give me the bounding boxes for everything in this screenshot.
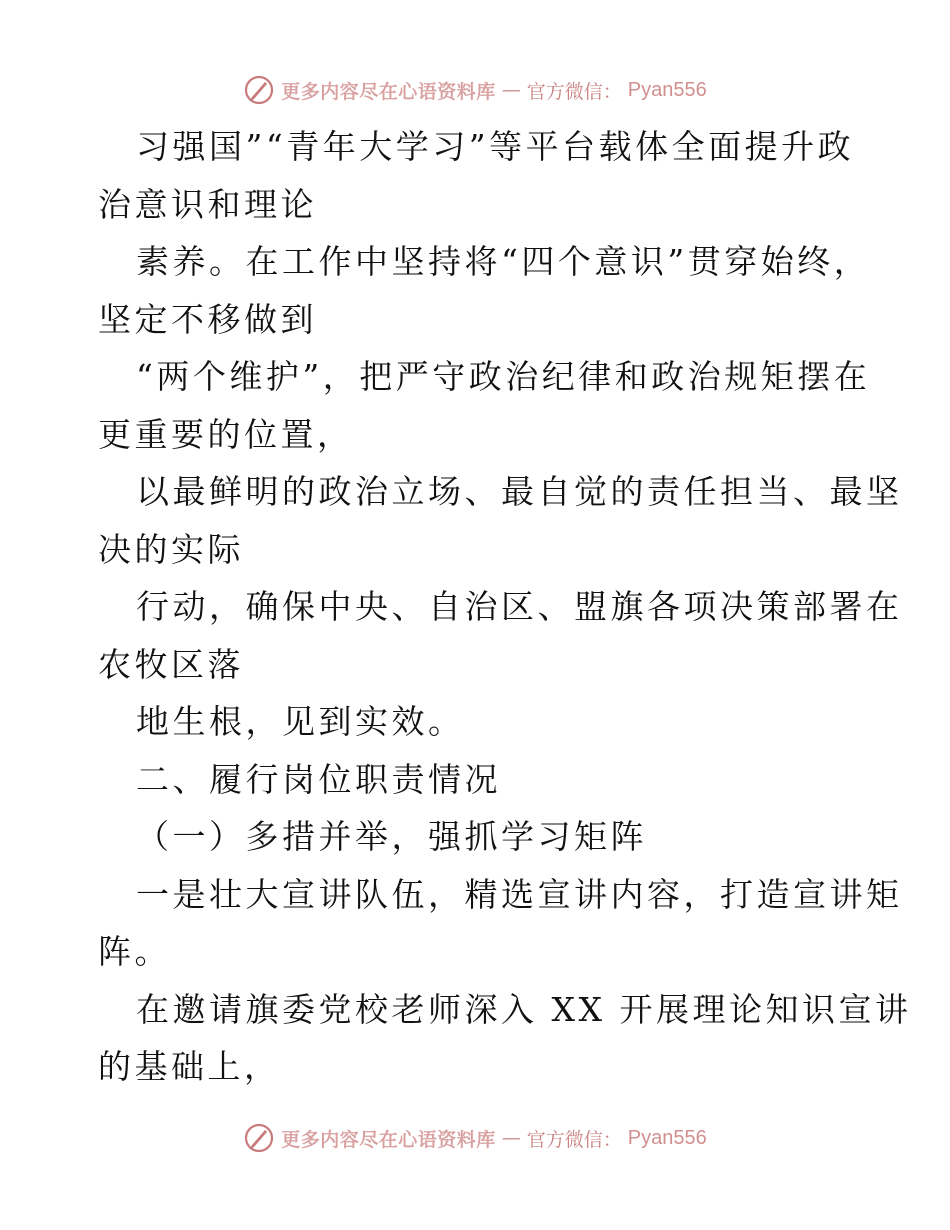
text-line: 坚定不移做到 bbox=[98, 299, 317, 339]
banner-main-text: 更多内容尽在心语资料库 bbox=[281, 80, 496, 103]
text-line: 地生根，见到实效。 bbox=[136, 702, 465, 741]
banner-separator: — bbox=[501, 1127, 521, 1149]
banner-wechat-label: 官方微信： bbox=[526, 80, 622, 103]
banner-wechat-label: 官方微信： bbox=[526, 1128, 622, 1151]
quill-pen-logo-icon bbox=[243, 1122, 275, 1154]
footer-watermark-banner bbox=[0, 1118, 950, 1158]
text-line: 行动，确保中央、自治区、盟旗各项决策部署在 bbox=[136, 587, 903, 626]
banner-wechat-id: Pyan556 bbox=[627, 78, 707, 101]
text-line: 在邀请旗委党校老师深入 XX 开展理论知识宣讲 bbox=[136, 989, 912, 1029]
banner-separator: — bbox=[501, 79, 521, 101]
banner-main-text: 更多内容尽在心语资料库 bbox=[281, 1128, 496, 1151]
text-line: 习强国”“青年大学习”等平台载体全面提升政 bbox=[136, 127, 855, 166]
quill-pen-logo-icon bbox=[243, 74, 275, 106]
document-body bbox=[98, 118, 912, 1096]
text-line: 决的实际 bbox=[98, 529, 244, 569]
text-line: 治意识和理论 bbox=[98, 184, 317, 224]
header-watermark-banner bbox=[0, 70, 950, 110]
text-line: 一是壮大宣讲队伍，精选宣讲内容，打造宣讲矩 bbox=[136, 874, 903, 914]
text-line: “两个维护”，把严守政治纪律和政治规矩摆在 bbox=[136, 357, 871, 396]
text-line: 的基础上， bbox=[98, 1047, 281, 1086]
text-line: 素养。在工作中坚持将“四个意识”贯穿始终， bbox=[136, 242, 871, 281]
text-line: 阵。 bbox=[98, 932, 171, 971]
banner-wechat-id: Pyan556 bbox=[627, 1126, 707, 1149]
text-line: 以最鲜明的政治立场、最自觉的责任担当、最坚 bbox=[136, 472, 903, 511]
text-line: 更重要的位置， bbox=[98, 414, 354, 454]
subsection-heading: （一）多措并举，强抓学习矩阵 bbox=[136, 817, 647, 856]
section-heading: 二、履行岗位职责情况 bbox=[136, 759, 501, 799]
text-line: 农牧区落 bbox=[98, 644, 244, 684]
